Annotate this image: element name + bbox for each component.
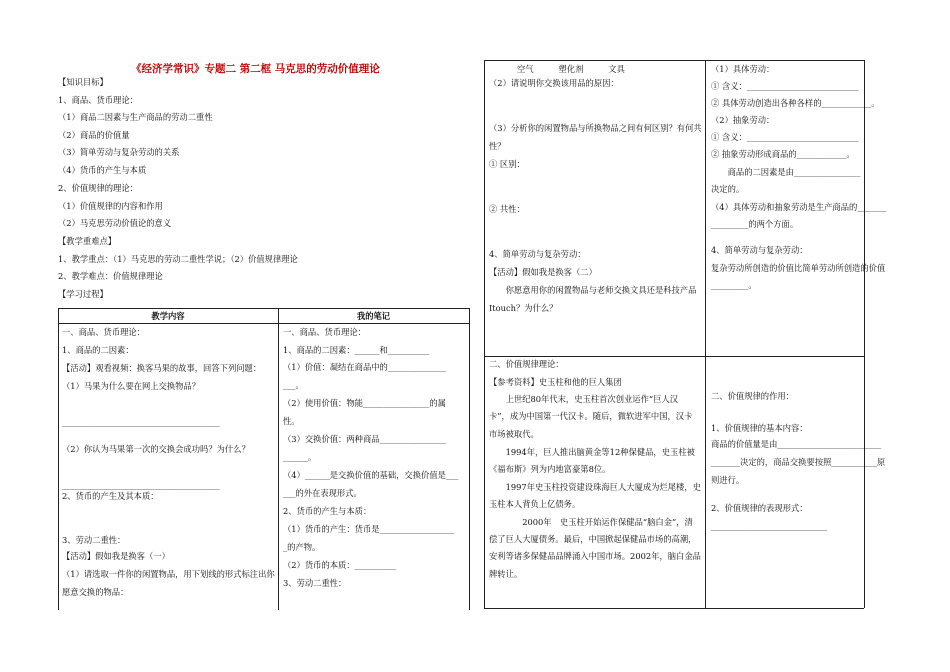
content-line: （1）马果为什么要在网上交换物品？: [62, 381, 201, 391]
notes-line: ___。: [283, 380, 304, 390]
content-line: ______________________________________: [62, 417, 220, 427]
notes-line: 性。: [283, 416, 300, 426]
right-notes-bottom-line: 则进行。: [711, 475, 745, 485]
notes-line: （2）使用价值：物能________________的属: [283, 398, 446, 408]
notes-line: （1）价值：凝结在商品中的______________: [283, 362, 446, 372]
intro-line: 2、教学难点：价值规律理论: [58, 271, 163, 281]
right-notes-top-line: （2）抽象劳动：: [711, 115, 775, 125]
right-content-bottom-line: 玉柱本人背负上亿债务。: [489, 499, 581, 509]
right-notes-top-line: （4）具体劳动和抽象劳动是生产商品的_______: [711, 202, 887, 212]
right-content-bottom-line: 1994年，巨人推出脑黄金等12种保健品，史玉柱被: [489, 447, 695, 457]
notes-line: （1）货币的产生：货币是__________________: [283, 524, 455, 534]
right-content-top-line: ① 区别：: [489, 159, 525, 169]
right-notes-top-line: 决定的。: [711, 184, 745, 194]
right-notes-bottom-line: 商品的价值量是由_________________________: [711, 439, 882, 449]
right-content-top-line: （2）请说明你交换该用品的原因：: [489, 78, 619, 88]
content-line: 【活动】观看视频：换客马果的故事，回答下列问题：: [62, 363, 262, 373]
right-content-top-line: ② 共性：: [489, 204, 525, 214]
right-notes-top-line: 商品的二因素是由________________: [711, 167, 861, 177]
right-content-bottom-line: 上世纪80年代末，史玉柱首次创业运作“巨人汉: [489, 394, 679, 404]
right-notes-top-line: ① 含义：___________________________: [711, 132, 859, 142]
right-notes-top-line: ① 含义：___________________________: [711, 81, 859, 91]
intro-line: （2）马克思劳动价值论的意义: [58, 218, 172, 228]
exchange-items-row: 空气 塑化剂 文具: [517, 64, 625, 74]
right-notes-top-line: ② 具体劳动创造出各种各样的____________。: [711, 98, 880, 108]
intro-line: （3）简单劳动与复杂劳动的关系: [58, 147, 180, 157]
intro-line: （4）货币的产生与本质: [58, 165, 147, 175]
right-notes-bottom-line: 二、价值规律的作用：: [711, 391, 794, 401]
right-notes-top-line: _________的两个方面。: [711, 219, 799, 229]
notes-line: （2）货币的本质：__________: [283, 560, 397, 570]
notes-line: ______。: [283, 452, 317, 462]
right-content-top-line: 【活动】假如我是换客（二）: [489, 267, 597, 277]
intro-line: 1、教学重点：（1）马克思的劳动二重性学说；（2）价值规律理论: [58, 254, 298, 264]
right-page: [475, 0, 950, 672]
notes-line: _的产物。: [283, 542, 321, 552]
intro-line: （2）商品的价值量: [58, 130, 130, 140]
right-content-bottom-line: 【参考资料】史玉柱和他的巨人集团: [489, 377, 622, 387]
table-header-content: 教学内容: [151, 311, 185, 321]
intro-line: 【学习过程】: [58, 289, 108, 299]
notes-line: 2、货币的产生与本质：: [283, 506, 372, 516]
content-line: 一、商品、货币理论：: [62, 327, 145, 337]
notes-line: （3）交换价值：两种商品________________: [283, 434, 446, 444]
content-line: ______________________________________: [62, 480, 220, 490]
intro-line: 1、商品、货币理论：: [58, 95, 138, 105]
right-notes-bottom-line: ____________________________: [711, 521, 828, 531]
right-content-bottom-line: 《福布斯》列为内地富豪第8位。: [489, 464, 611, 474]
right-notes-top-line: ② 抽象劳动形成商品的____________。: [711, 149, 855, 159]
notes-line: ___的外在表现形式。: [283, 488, 362, 498]
notes-line: 3、劳动二重性：: [283, 578, 347, 588]
intro-line: 【教学重难点】: [58, 236, 117, 246]
intro-line: （1）商品二因素与生产商品的劳动二重性: [58, 112, 213, 122]
right-notes-bottom-line: 1、价值规律的基本内容：: [711, 423, 808, 433]
right-content-top-line: 你愿意用你的闲置物品与老师交换文具还是科技产品: [489, 285, 697, 295]
right-content-bottom-line: 牌转让。: [489, 569, 523, 579]
right-content-bottom-line: 市场被取代。: [489, 429, 539, 439]
right-content-top-line: 4、简单劳动与复杂劳动：: [489, 249, 586, 259]
intro-line: （1）价值规律的内容和作用: [58, 201, 163, 211]
right-notes-top-line: 4、简单劳动与复杂劳动：: [711, 245, 808, 255]
right-content-bottom-line: 偿了巨人大厦债务。最后，中国掀起保健品市场的高潮，: [489, 534, 697, 544]
intro-line: 【知识目标】: [58, 77, 108, 87]
content-line: （1）请选取一件你的闲置物品，用下划线的形式标注出你: [62, 569, 275, 579]
notes-line: （4）______是交换价值的基础，交换价值是___: [283, 470, 459, 480]
content-line: 1、商品的二因素：: [62, 345, 134, 355]
right-notes-top-line: （1）具体劳动：: [711, 64, 775, 74]
right-notes-top-line: 复杂劳动所创造的价值比简单劳动所创造的价值: [711, 263, 886, 273]
content-line: （2）你认为马果第一次的交换会成功吗？为什么？: [62, 444, 250, 454]
right-content-bottom-line: 卡”，成为中国第一代汉卡。随后，微软进军中国，汉卡: [489, 411, 693, 421]
right-notes-bottom-line: 2、价值规律的表现形式：: [711, 503, 808, 513]
content-line: 愿意交换的物品：: [62, 587, 129, 597]
page-title: 《经济学常识》专题二 第二框 马克思的劳动价值理论: [131, 63, 380, 75]
right-content-top-line: Itouch？为什么？: [489, 303, 558, 313]
content-line: 2、货币的产生及其本质：: [62, 491, 159, 501]
intro-line: 2、价值规律的理论：: [58, 183, 138, 193]
right-content-bottom-line: 安利等诸多保健品品牌涌入中国市场。2002年，脑白金品: [489, 551, 701, 561]
right-content-bottom-line: 二、价值规律理论：: [489, 359, 564, 369]
right-notes-top-line: _________。: [711, 280, 757, 290]
right-content-bottom-line: 1997年史玉柱投资建设珠海巨人大厦成为烂尾楼，史: [489, 482, 701, 492]
content-line: 3、劳动二重性：: [62, 535, 126, 545]
right-content-bottom-line: 2000年 史玉柱开始运作保健品“脑白金”，清: [489, 517, 693, 527]
notes-line: 1、商品的二因素：______和__________: [283, 345, 430, 355]
table-header-notes: 我的笔记: [356, 311, 391, 321]
content-line: 【活动】假如我是换客（一）: [62, 551, 170, 561]
right-content-top-line: 性？: [489, 141, 506, 151]
right-notes-bottom-line: _______决定的，商品交换要按照___________原: [711, 457, 886, 467]
right-content-top-line: （3）分析你的闲置物品与所换物品之间有何区别？有何共: [489, 123, 702, 133]
notes-line: 一、商品、货币理论：: [283, 327, 366, 337]
